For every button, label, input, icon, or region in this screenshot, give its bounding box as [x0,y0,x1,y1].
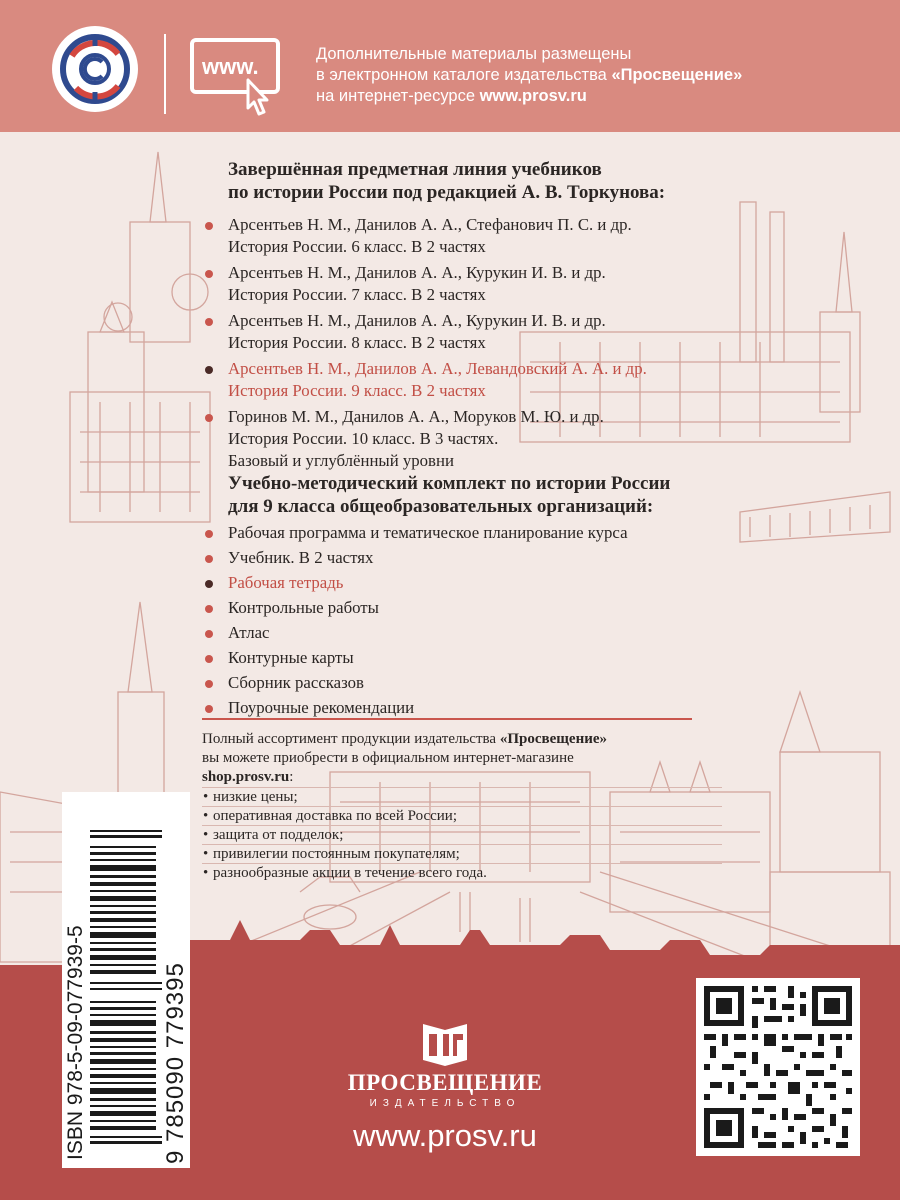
kit-item: Контурные карты [204,647,628,669]
publisher-name-bold: «Просвещение» [611,66,743,84]
kit-heading-line-1: Учебно-методический комплект по истории России [228,473,671,494]
shop-link[interactable]: shop.prosv.ru [202,769,290,785]
textbooks-list [204,214,647,472]
shop-benefit: • защита от подделок; [202,825,722,844]
top-divider [164,34,166,114]
kit-heading [228,472,868,518]
publisher-name: ПРОСВЕЩЕНИЕ [347,1070,543,1095]
shop-info [202,730,722,882]
kit-item: Контрольные работы [204,597,628,619]
kit-item: Учебник. В 2 частях [204,547,628,569]
shop-benefit: • низкие цены; [202,787,722,806]
textbook-item-current: Арсентьев Н. М., Данилов А. А., Левандовский А. А. и др. История России. 9 класс. В 2 частях [204,358,647,402]
isbn-barcode [62,792,190,1168]
shop-benefit: • разнообразные акции в течение всего года. [202,863,722,882]
shop-benefits-list [202,787,722,882]
www-icon-text: www. [202,54,259,79]
kit-item-current: Рабочая тетрадь [204,572,628,594]
shop-line-2: вы можете приобрести в официальном интернет-магазине [202,750,574,766]
publisher-url[interactable]: www.prosv.ru [353,1118,537,1153]
shop-benefit: • оперативная доставка по всей России; [202,806,722,825]
isbn-label: ISBN 978-5-09-077939-5 [64,925,87,1160]
website-link[interactable]: www.prosv.ru [479,87,587,105]
header-line-2: в электронном каталоге издательства «Просвещение» [316,66,743,84]
isbn-digits: 9 785090 779395 [162,962,189,1164]
kit-item: Атлас [204,622,628,644]
online-resources-note [316,44,876,107]
kit-item: Поурочные рекомендации [204,697,628,719]
qr-code-icon[interactable] [696,978,860,1156]
browser-click-icon [188,36,288,125]
header-line-1: Дополнительные материалы размещены [316,45,632,63]
section-divider [202,718,692,720]
textbook-item: Горинов М. М., Данилов А. А., Моруков М. Ю. и др. История России. 10 класс. В 3 частях. Базовый и углублённый уровни [204,406,647,472]
textbooks-heading-line-1: Завершённая предметная линия учебников [228,159,602,180]
kit-item: Сборник рассказов [204,672,628,694]
kit-list [204,522,628,722]
publisher-mark-icon [415,1020,475,1073]
shop-benefit: • привилегии постоянным покупателям; [202,844,722,863]
prosveshchenie-logo-icon [52,26,138,112]
textbook-item: Арсентьев Н. М., Данилов А. А., Курукин И. В. и др. История России. 7 класс. В 2 частях [204,262,647,306]
textbooks-heading-line-2: по истории России под редакцией А. В. Торкунова: [228,182,666,203]
header-line-3: на интернет-ресурсе www.prosv.ru [316,87,587,105]
textbook-item: Арсентьев Н. М., Данилов А. А., Курукин И. В. и др. История России. 8 класс. В 2 частях [204,310,647,354]
kit-item: Рабочая программа и тематическое планирование курса [204,522,628,544]
barcode-bars [90,800,162,1160]
shop-line-1: Полный ассортимент продукции издательства «Просвещение» [202,731,608,747]
textbook-item: Арсентьев Н. М., Данилов А. А., Стефанович П. С. и др. История России. 6 класс. В 2 частях [204,214,647,258]
kit-heading-line-2: для 9 класса общеобразовательных организаций: [228,496,654,517]
publisher-subtitle: ИЗДАТЕЛЬСТВО [369,1098,521,1109]
shop-line-3: shop.prosv.ru: [202,769,294,785]
textbooks-heading [228,158,868,204]
